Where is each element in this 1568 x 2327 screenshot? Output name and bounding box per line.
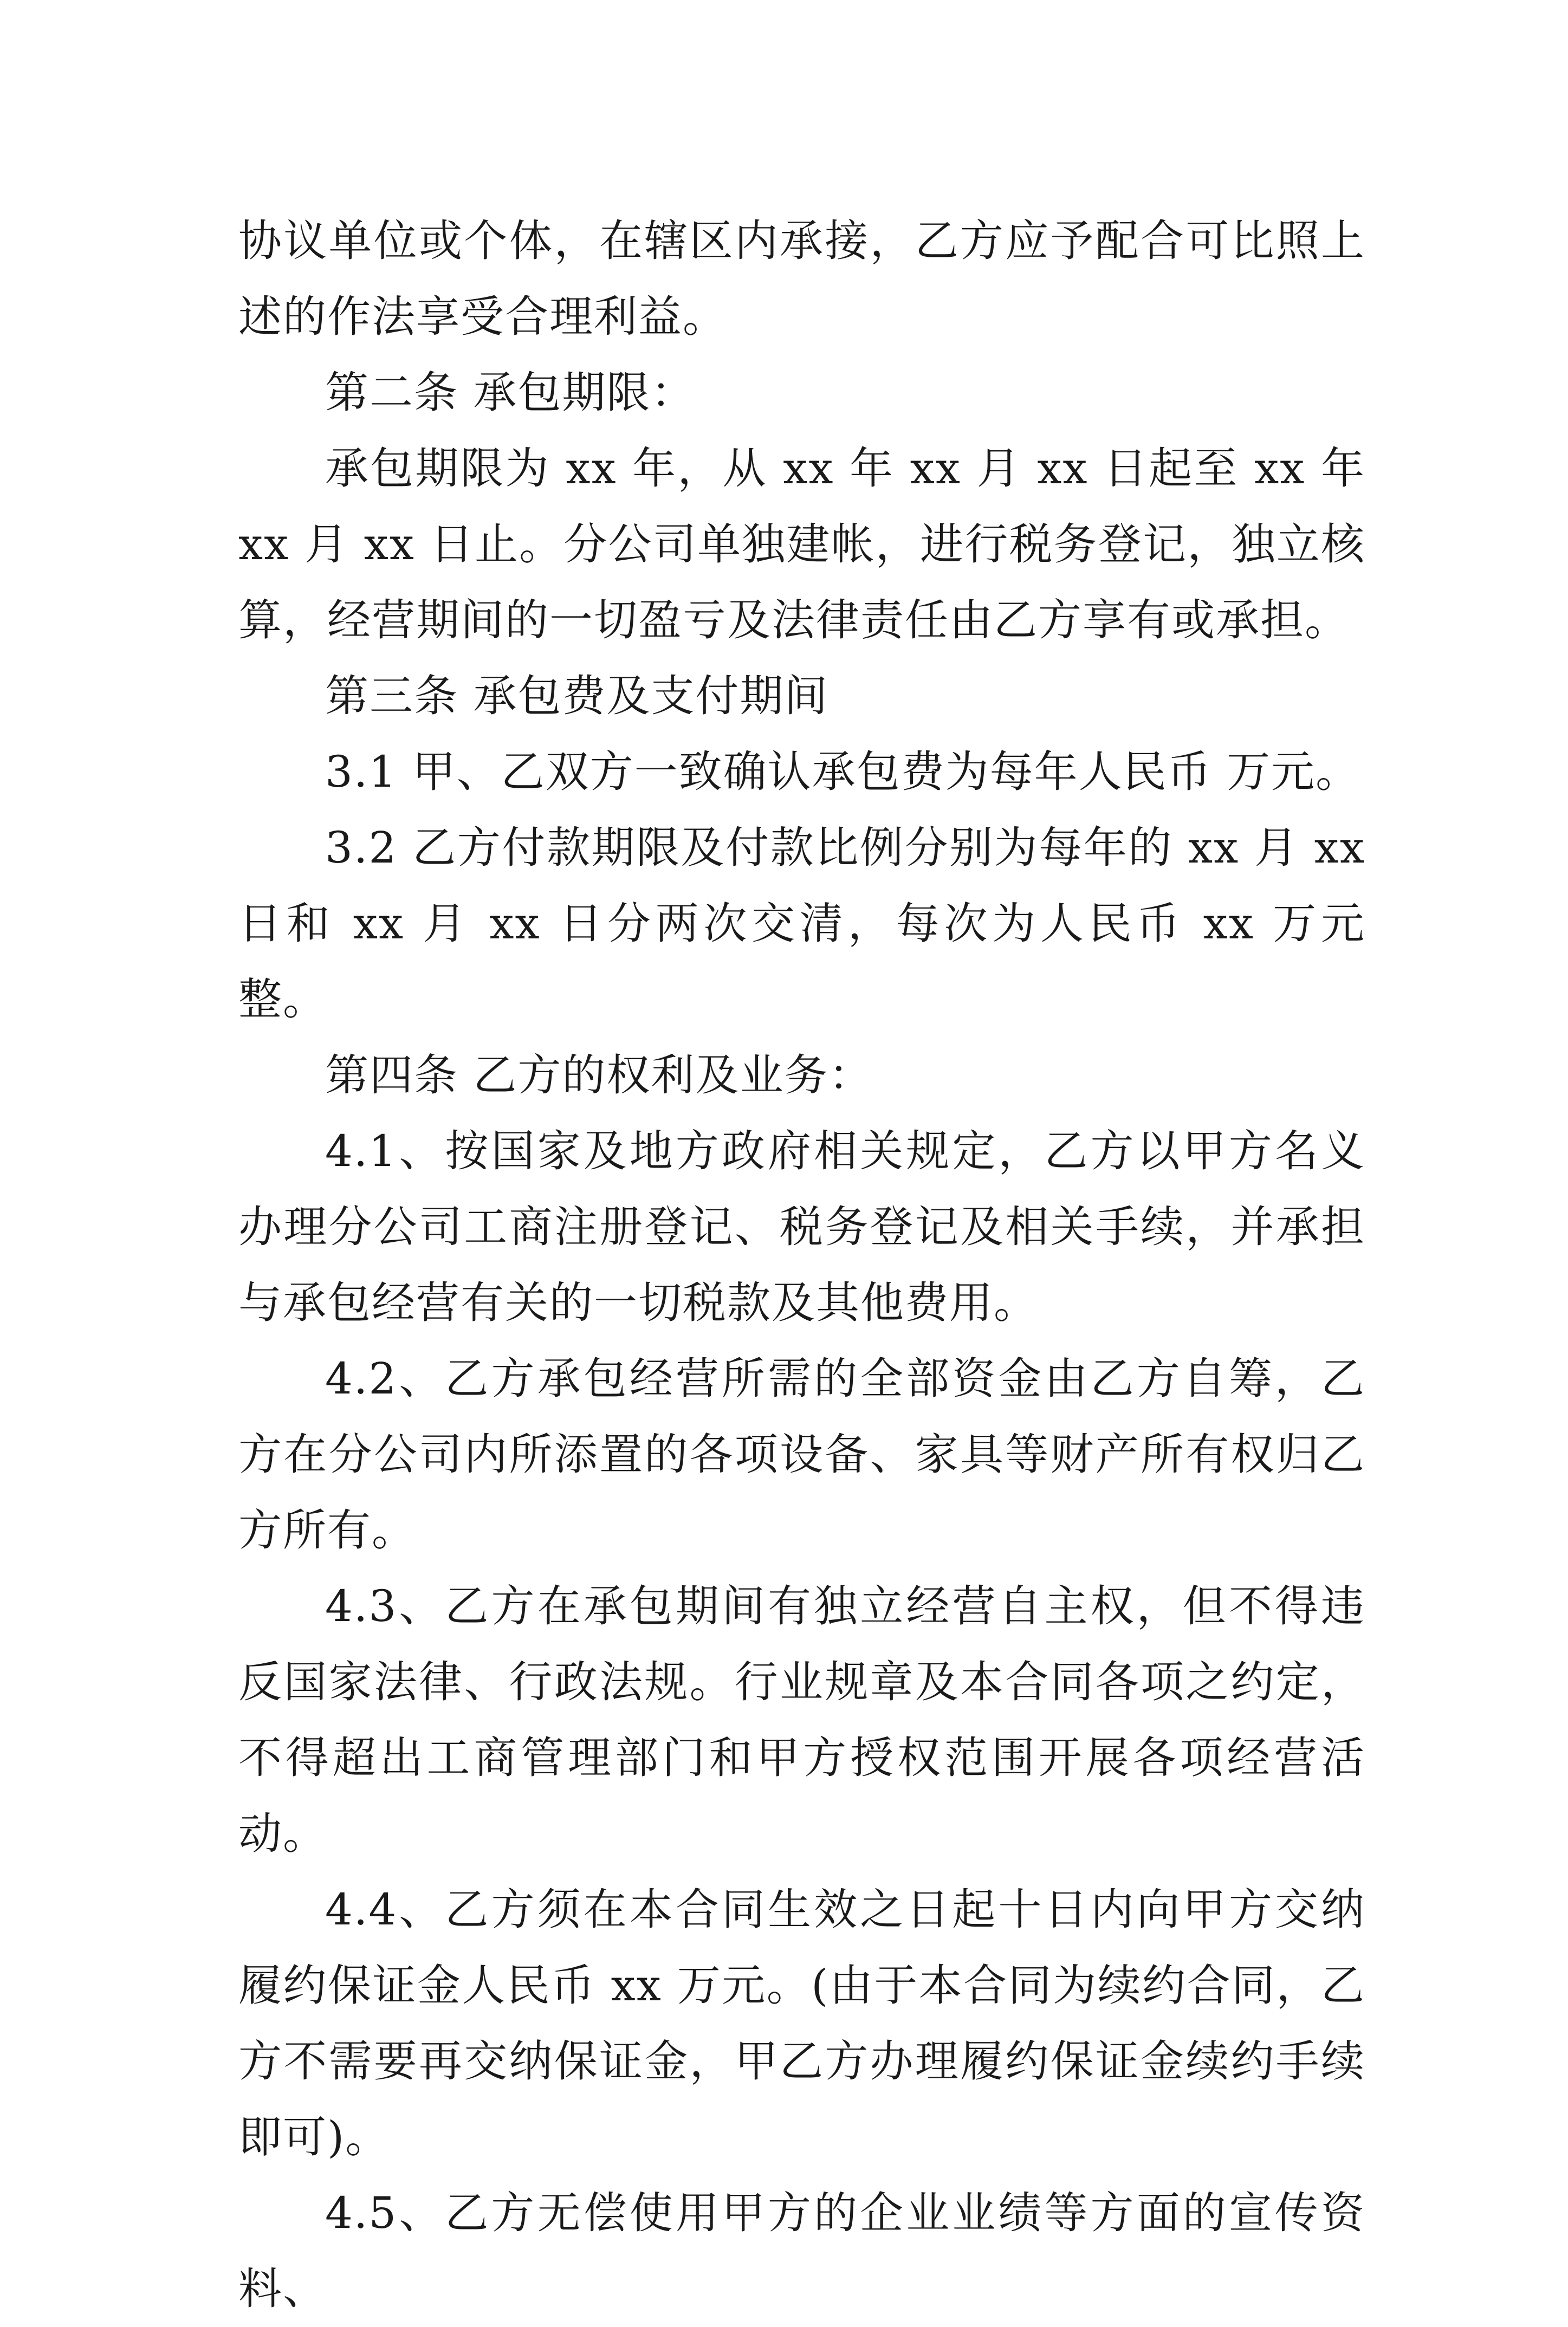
paragraph-term: 承包期限为 xx 年，从 xx 年 xx 月 xx 日起至 xx 年 xx 月 xx 日止。分公司单独建帐，进行税务登记，独立核算，经营期间的一切盈亏及法律责任由乙方享有或承担。 bbox=[238, 443, 1365, 645]
paragraph-4-4: 4.4、乙方须在本合同生效之日起十日内向甲方交纳履约保证金人民币 xx 万元。(由于本合同为续约合同，乙方不需要再交纳保证金，甲乙方办理履约保证金续约手续即可)。 bbox=[238, 1884, 1365, 2162]
section-heading-article-3: 第三条 承包费及支付期间 bbox=[325, 671, 829, 721]
paragraph-1: 协议单位或个体，在辖区内承接，乙方应予配合可比照上述的作法享受合理利益。 bbox=[238, 216, 1365, 342]
paragraph-4-2: 4.2、乙方承包经营所需的全部资金由乙方自筹，乙方在分公司内所添置的各项设备、家具等财产所有权归乙方所有。 bbox=[238, 1353, 1365, 1555]
paragraph-4-3: 4.3、乙方在承包期间有独立经营自主权，但不得违反国家法律、行政法规。行业规章及本合同各项之约定，不得超出工商管理部门和甲方授权范围开展各项经营活动。 bbox=[238, 1581, 1365, 1859]
paragraph-3-2: 3.2 乙方付款期限及付款比例分别为每年的 xx 月 xx 日和 xx 月 xx 日分两次交清，每次为人民币 xx 万元整。 bbox=[238, 822, 1365, 1025]
paragraph-4-5: 4.5、乙方无偿使用甲方的企业业绩等方面的宣传资料、 bbox=[238, 2188, 1365, 2314]
section-heading-article-2: 第二条 承包期限： bbox=[325, 367, 696, 418]
document-body bbox=[238, 203, 1365, 2327]
paragraph-3-1: 3.1 甲、乙双方一致确认承包费为每年人民币 万元。 bbox=[325, 747, 1360, 797]
section-heading-article-4: 第四条 乙方的权利及业务： bbox=[325, 1050, 873, 1100]
paragraph-4-1: 4.1、按国家及地方政府相关规定，乙方以甲方名义办理分公司工商注册登记、税务登记及相关手续，并承担与承包经营有关的一切税款及其他费用。 bbox=[238, 1126, 1365, 1328]
